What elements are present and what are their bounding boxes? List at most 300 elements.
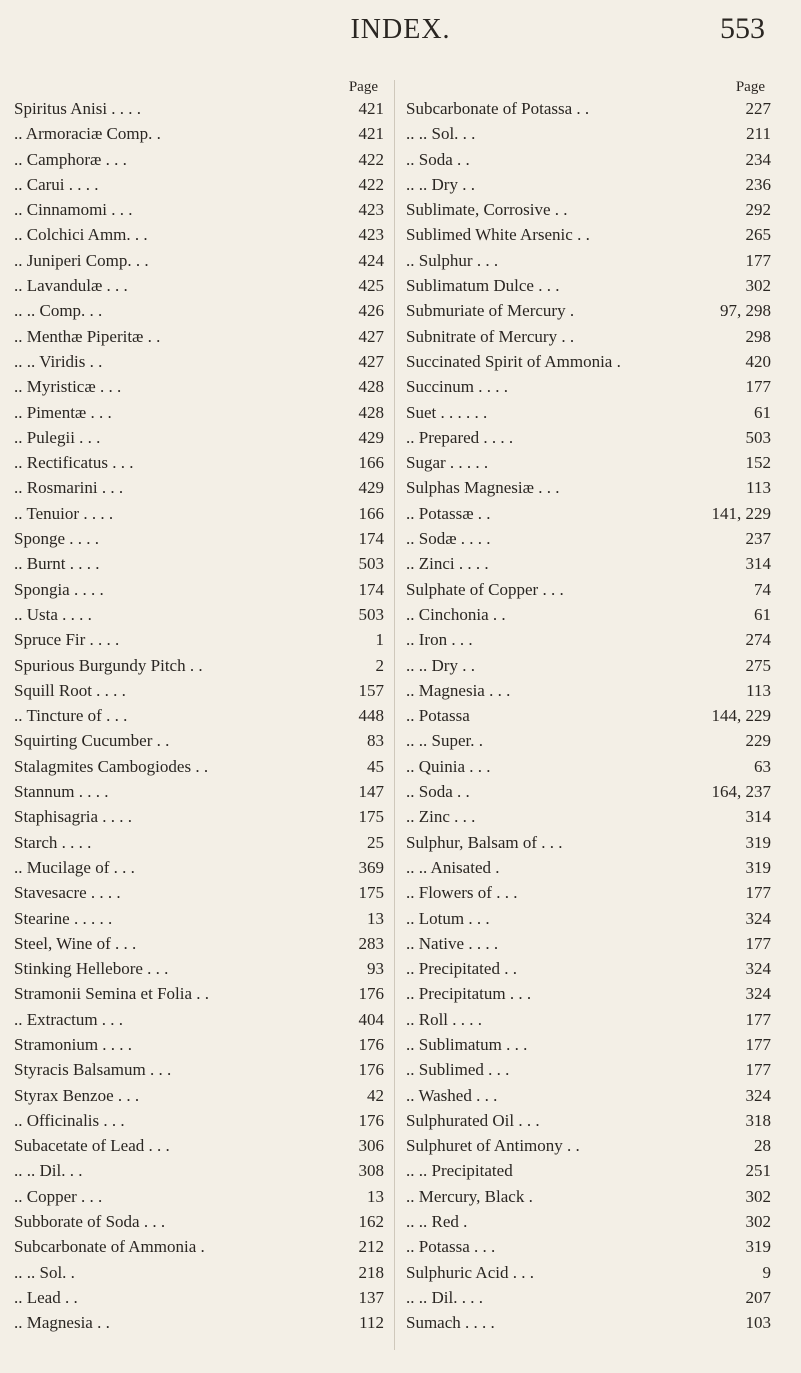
entry-term: Stramonii Semina et Folia . . <box>14 984 210 1004</box>
entry-term: Suet . . . . . . <box>406 402 488 422</box>
entry-term: Succinated Spirit of Ammonia . <box>406 351 621 371</box>
entry-term: Sumach . . . . <box>406 1313 495 1333</box>
entry-page-number: 318 <box>745 1110 771 1130</box>
index-entry <box>14 1032 384 1057</box>
entry-page-number: 251 <box>745 1161 771 1181</box>
entry-page-number: 176 <box>358 1110 384 1130</box>
entry-page-number: 292 <box>745 200 771 220</box>
index-entry <box>14 273 384 298</box>
index-entry <box>14 653 384 678</box>
index-entry <box>406 425 771 450</box>
entry-term: .. Soda . . <box>406 149 470 169</box>
index-entry <box>14 956 384 981</box>
entry-page-number: 103 <box>745 1313 771 1333</box>
entry-page-number: 324 <box>745 1085 771 1105</box>
entry-term: Staphisagria . . . . <box>14 807 133 827</box>
entry-page-number: 141, 229 <box>711 503 771 523</box>
index-entry <box>14 121 384 146</box>
entry-page-number: 166 <box>358 503 384 523</box>
entry-page-number: 369 <box>358 857 384 877</box>
index-entry <box>14 501 384 526</box>
entry-page-number: 404 <box>358 1009 384 1029</box>
index-entry <box>14 1133 384 1158</box>
entry-page-number: 211 <box>746 124 771 144</box>
index-entry <box>14 1209 384 1234</box>
entry-page-number: 425 <box>358 276 384 296</box>
index-entry <box>406 1184 771 1209</box>
left-index-column <box>14 78 384 1336</box>
entry-term: Styrax Benzoe . . . <box>14 1085 140 1105</box>
index-entry <box>406 1285 771 1310</box>
entry-page-number: 74 <box>754 579 771 599</box>
index-entry <box>14 627 384 652</box>
index-entry <box>14 475 384 500</box>
entry-page-number: 166 <box>358 453 384 473</box>
index-entry <box>14 1260 384 1285</box>
index-entry <box>406 400 771 425</box>
index-entry <box>406 501 771 526</box>
entry-page-number: 503 <box>358 604 384 624</box>
entry-term: .. .. Dil. . . <box>14 1161 83 1181</box>
entry-term: .. Iron . . . <box>406 630 473 650</box>
entry-term: Subborate of Soda . . . <box>14 1212 166 1232</box>
entry-page-number: 45 <box>367 756 384 776</box>
entry-page-number: 319 <box>745 857 771 877</box>
index-entry <box>406 475 771 500</box>
entry-term: .. Quinia . . . <box>406 756 491 776</box>
entry-term: .. Colchici Amm. . . <box>14 225 148 245</box>
entry-term: Succinum . . . . <box>406 377 508 397</box>
index-entry <box>14 728 384 753</box>
index-entry <box>14 1184 384 1209</box>
entry-page-number: 428 <box>358 377 384 397</box>
entry-term: Sulphur, Balsam of . . . <box>406 832 563 852</box>
entry-page-number: 157 <box>358 680 384 700</box>
index-entry <box>14 1007 384 1032</box>
entry-term: Sublimed White Arsenic . . <box>406 225 590 245</box>
entry-term: .. Zinc . . . <box>406 807 476 827</box>
index-entry <box>406 627 771 652</box>
entry-term: .. .. Anisated . <box>406 857 500 877</box>
entry-page-number: 503 <box>358 554 384 574</box>
entry-page-number: 174 <box>358 529 384 549</box>
entry-term: Sulphurated Oil . . . <box>406 1110 540 1130</box>
index-entry <box>406 754 771 779</box>
entry-term: Styracis Balsamum . . . <box>14 1060 172 1080</box>
entry-term: Sponge . . . . <box>14 529 99 549</box>
entry-page-number: 324 <box>745 908 771 928</box>
entry-page-number: 218 <box>358 1262 384 1282</box>
entry-term: Spruce Fir . . . . <box>14 630 120 650</box>
index-entry <box>406 526 771 551</box>
entry-page-number: 83 <box>367 731 384 751</box>
index-entry <box>14 349 384 374</box>
entry-term: .. Precipitated . . <box>406 959 517 979</box>
entry-page-number: 236 <box>745 174 771 194</box>
entry-term: .. .. Dry . . <box>406 655 475 675</box>
index-entry <box>406 1310 771 1335</box>
entry-page-number: 13 <box>367 908 384 928</box>
index-entry <box>406 298 771 323</box>
entry-page-number: 314 <box>745 807 771 827</box>
index-entry <box>14 754 384 779</box>
index-entry <box>406 1057 771 1082</box>
index-entry <box>406 349 771 374</box>
entry-term: .. Zinci . . . . <box>406 554 489 574</box>
index-entry <box>14 981 384 1006</box>
entry-page-number: 152 <box>745 453 771 473</box>
index-entry <box>406 855 771 880</box>
index-entry <box>406 96 771 121</box>
index-entry <box>406 931 771 956</box>
entry-page-number: 28 <box>754 1136 771 1156</box>
entry-page-number: 162 <box>358 1212 384 1232</box>
index-entry <box>14 400 384 425</box>
entry-term: .. Native . . . . <box>406 933 499 953</box>
index-entry <box>406 804 771 829</box>
running-title: INDEX. <box>350 14 451 45</box>
index-entry <box>406 324 771 349</box>
entry-term: .. Usta . . . . <box>14 604 92 624</box>
entry-page-number: 177 <box>745 250 771 270</box>
entry-page-number: 422 <box>358 174 384 194</box>
index-entry <box>14 1234 384 1259</box>
entry-term: .. .. Dry . . <box>406 174 475 194</box>
entry-term: .. Magnesia . . . <box>406 680 511 700</box>
index-entry <box>406 981 771 1006</box>
index-entry <box>14 1310 384 1335</box>
right-index-column <box>406 78 771 1336</box>
entry-page-number: 13 <box>367 1186 384 1206</box>
entry-term: .. Mercury, Black . <box>406 1186 533 1206</box>
entry-page-number: 147 <box>358 782 384 802</box>
entry-term: Spongia . . . . <box>14 579 104 599</box>
index-entry <box>406 1083 771 1108</box>
index-entry <box>14 324 384 349</box>
entry-page-number: 175 <box>358 883 384 903</box>
entry-term: .. .. Sol. . <box>14 1262 75 1282</box>
entry-term: .. Cinnamomi . . . <box>14 200 133 220</box>
index-entry <box>406 374 771 399</box>
entry-page-number: 177 <box>745 933 771 953</box>
entry-term: Sugar . . . . . <box>406 453 489 473</box>
entry-term: .. Magnesia . . <box>14 1313 110 1333</box>
entry-page-number: 298 <box>745 326 771 346</box>
entry-term: Stinking Hellebore . . . <box>14 959 169 979</box>
index-entry <box>406 653 771 678</box>
entry-page-number: 2 <box>375 655 384 675</box>
index-entry <box>406 602 771 627</box>
entry-term: Sublimatum Dulce . . . <box>406 276 560 296</box>
index-entry <box>406 1158 771 1183</box>
index-entry <box>406 1133 771 1158</box>
entry-term: .. Carui . . . . <box>14 174 99 194</box>
index-entry <box>14 222 384 247</box>
index-entry <box>14 172 384 197</box>
index-entry <box>14 298 384 323</box>
index-entry <box>406 1108 771 1133</box>
entry-term: Stalagmites Cambogiodes . . <box>14 756 209 776</box>
index-entry <box>406 1032 771 1057</box>
index-entry <box>14 779 384 804</box>
entry-term: .. Potassæ . . <box>406 503 491 523</box>
entry-term: .. Prepared . . . . <box>406 427 514 447</box>
entry-term: Sulphate of Copper . . . <box>406 579 564 599</box>
entry-term: Squill Root . . . . <box>14 680 126 700</box>
index-entry <box>406 121 771 146</box>
entry-page-number: 112 <box>359 1313 384 1333</box>
entry-page-number: 274 <box>745 630 771 650</box>
entry-page-number: 63 <box>754 756 771 776</box>
entry-page-number: 420 <box>745 351 771 371</box>
entry-term: Sulphas Magnesiæ . . . <box>406 478 560 498</box>
entry-term: .. .. Comp. . . <box>14 301 103 321</box>
index-entry <box>14 830 384 855</box>
entry-term: Sulphuric Acid . . . <box>406 1262 534 1282</box>
index-entry <box>406 577 771 602</box>
entry-term: Sulphuret of Antimony . . <box>406 1136 580 1156</box>
index-entry <box>14 374 384 399</box>
entry-term: Stannum . . . . <box>14 782 109 802</box>
entry-page-number: 177 <box>745 377 771 397</box>
entry-page-number: 503 <box>745 427 771 447</box>
entry-page-number: 275 <box>745 655 771 675</box>
entry-term: Spurious Burgundy Pitch . . <box>14 655 203 675</box>
entry-term: .. Pimentæ . . . <box>14 402 112 422</box>
index-entry <box>406 956 771 981</box>
index-entry <box>14 1158 384 1183</box>
index-entry <box>14 526 384 551</box>
entry-page-number: 421 <box>358 99 384 118</box>
entry-term: Sublimate, Corrosive . . <box>406 200 568 220</box>
entry-page-number: 177 <box>745 1034 771 1054</box>
index-entry <box>406 728 771 753</box>
page-number: 553 <box>720 12 765 45</box>
entry-term: Subcarbonate of Ammonia . <box>14 1237 205 1257</box>
entry-page-number: 207 <box>745 1287 771 1307</box>
entry-page-number: 177 <box>745 1060 771 1080</box>
entry-term: Steel, Wine of . . . <box>14 933 137 953</box>
entry-page-number: 319 <box>745 1237 771 1257</box>
entry-term: Starch . . . . <box>14 832 92 852</box>
entry-term: .. Copper . . . <box>14 1186 103 1206</box>
index-entry <box>406 197 771 222</box>
entry-page-number: 302 <box>745 276 771 296</box>
index-entry <box>14 96 384 121</box>
entry-page-number: 1 <box>375 630 384 650</box>
entry-term: .. Mucilage of . . . <box>14 857 135 877</box>
index-entry <box>406 1209 771 1234</box>
index-entry <box>406 880 771 905</box>
entry-term: Squirting Cucumber . . <box>14 731 170 751</box>
index-entry <box>14 931 384 956</box>
entry-page-number: 324 <box>745 959 771 979</box>
entry-term: .. Washed . . . <box>406 1085 498 1105</box>
entry-page-number: 427 <box>358 326 384 346</box>
index-entry <box>14 147 384 172</box>
entry-page-number: 93 <box>367 959 384 979</box>
entry-page-number: 175 <box>358 807 384 827</box>
entry-term: .. Camphoræ . . . <box>14 149 127 169</box>
index-entry <box>14 703 384 728</box>
entry-page-number: 177 <box>745 883 771 903</box>
entry-term: .. Sublimatum . . . <box>406 1034 528 1054</box>
entry-term: .. Precipitatum . . . <box>406 984 532 1004</box>
entry-page-number: 174 <box>358 579 384 599</box>
index-entry <box>406 678 771 703</box>
entry-page-number: 423 <box>358 225 384 245</box>
entry-page-number: 229 <box>745 731 771 751</box>
entry-term: Subacetate of Lead . . . <box>14 1136 170 1156</box>
entry-page-number: 421 <box>358 124 384 144</box>
index-entry <box>14 678 384 703</box>
entry-page-number: 426 <box>358 301 384 321</box>
entry-page-number: 324 <box>745 984 771 1004</box>
entry-term: .. Extractum . . . <box>14 1009 124 1029</box>
index-entry-list <box>14 96 384 1336</box>
entry-term: .. Menthæ Piperitæ . . <box>14 326 161 346</box>
entry-page-number: 429 <box>358 427 384 447</box>
page-column-label: Page <box>348 79 378 95</box>
entry-page-number: 176 <box>358 1060 384 1080</box>
entry-term: .. Sublimed . . . <box>406 1060 510 1080</box>
entry-page-number: 61 <box>754 402 771 422</box>
entry-page-number: 113 <box>746 680 771 700</box>
index-entry <box>406 1234 771 1259</box>
index-entry <box>14 577 384 602</box>
entry-page-number: 314 <box>745 554 771 574</box>
entry-term: .. Rectificatus . . . <box>14 453 134 473</box>
entry-page-number: 212 <box>358 1237 384 1257</box>
index-entry <box>406 779 771 804</box>
entry-term: Spiritus Anisi . . . . <box>14 99 142 118</box>
entry-term: Stearine . . . . . <box>14 908 113 928</box>
entry-term: .. Potassa . . . <box>406 1237 496 1257</box>
entry-page-number: 176 <box>358 1034 384 1054</box>
entry-term: .. .. Precipitated <box>406 1161 513 1181</box>
index-entry <box>14 880 384 905</box>
entry-term: .. Tenuior . . . . <box>14 503 114 523</box>
entry-page-number: 319 <box>745 832 771 852</box>
entry-term: .. Flowers of . . . <box>406 883 518 903</box>
index-entry <box>14 1285 384 1310</box>
entry-term: .. Potassa <box>406 706 470 726</box>
entry-term: .. Burnt . . . . <box>14 554 100 574</box>
entry-term: .. Armoraciæ Comp. . <box>14 124 161 144</box>
entry-term: .. .. Dil. . . . <box>406 1287 483 1307</box>
index-entry <box>14 804 384 829</box>
index-entry <box>14 1057 384 1082</box>
entry-page-number: 423 <box>358 200 384 220</box>
entry-term: .. Soda . . <box>406 782 470 802</box>
entry-term: .. .. Sol. . . <box>406 124 476 144</box>
index-entry <box>406 222 771 247</box>
index-entry <box>14 1108 384 1133</box>
entry-page-number: 137 <box>358 1287 384 1307</box>
entry-term: Submuriate of Mercury . <box>406 301 575 321</box>
entry-page-number: 42 <box>367 1085 384 1105</box>
entry-page-number: 302 <box>745 1212 771 1232</box>
entry-page-number: 429 <box>358 478 384 498</box>
index-entry <box>14 197 384 222</box>
entry-term: .. Sulphur . . . <box>406 250 499 270</box>
index-entry <box>406 172 771 197</box>
entry-page-number: 177 <box>745 1009 771 1029</box>
index-entry <box>406 1260 771 1285</box>
index-entry <box>14 602 384 627</box>
entry-page-number: 427 <box>358 351 384 371</box>
entry-page-number: 308 <box>358 1161 384 1181</box>
index-entry <box>14 1083 384 1108</box>
entry-page-number: 302 <box>745 1186 771 1206</box>
index-entry <box>14 425 384 450</box>
entry-term: .. Lavandulæ . . . <box>14 276 128 296</box>
index-entry <box>406 703 771 728</box>
entry-term: .. Sodæ . . . . <box>406 529 491 549</box>
index-entry <box>14 906 384 931</box>
index-entry-list <box>406 96 771 1336</box>
entry-page-number: 265 <box>745 225 771 245</box>
entry-term: Subcarbonate of Potassa . . <box>406 99 590 118</box>
entry-page-number: 422 <box>358 149 384 169</box>
entry-term: .. Pulegii . . . <box>14 427 101 447</box>
entry-term: .. .. Super. . <box>406 731 483 751</box>
entry-page-number: 234 <box>745 149 771 169</box>
entry-page-number: 448 <box>358 706 384 726</box>
entry-term: .. Lead . . <box>14 1287 78 1307</box>
entry-term: .. Lotum . . . <box>406 908 490 928</box>
entry-page-number: 428 <box>358 402 384 422</box>
entry-page-number: 237 <box>745 529 771 549</box>
entry-term: .. .. Red . <box>406 1212 468 1232</box>
entry-page-number: 25 <box>367 832 384 852</box>
entry-page-number: 9 <box>762 1262 771 1282</box>
index-entry <box>14 855 384 880</box>
index-entry <box>406 273 771 298</box>
entry-term: Stramonium . . . . <box>14 1034 133 1054</box>
entry-term: .. Tincture of . . . <box>14 706 128 726</box>
entry-term: .. Rosmarini . . . <box>14 478 124 498</box>
entry-term: .. Roll . . . . <box>406 1009 483 1029</box>
entry-term: Stavesacre . . . . <box>14 883 121 903</box>
index-entry <box>406 147 771 172</box>
entry-page-number: 176 <box>358 984 384 1004</box>
index-entry <box>406 830 771 855</box>
entry-term: .. Officinalis . . . <box>14 1110 125 1130</box>
entry-page-number: 306 <box>358 1136 384 1156</box>
index-entry <box>406 248 771 273</box>
entry-page-number: 283 <box>358 933 384 953</box>
entry-page-number: 424 <box>358 250 384 270</box>
entry-page-number: 144, 229 <box>711 706 771 726</box>
index-entry <box>406 551 771 576</box>
index-entry <box>14 450 384 475</box>
index-entry <box>14 551 384 576</box>
entry-page-number: 113 <box>746 478 771 498</box>
entry-page-number: 164, 237 <box>711 782 771 802</box>
entry-page-number: 61 <box>754 604 771 624</box>
index-entry <box>406 906 771 931</box>
entry-page-number: 227 <box>745 99 771 118</box>
entry-page-number: 97, 298 <box>720 301 771 321</box>
index-entry <box>406 450 771 475</box>
page-column-label: Page <box>735 79 765 95</box>
entry-term: .. Juniperi Comp. . . <box>14 250 149 270</box>
entry-term: .. Cinchonia . . <box>406 604 506 624</box>
entry-term: Subnitrate of Mercury . . <box>406 326 575 346</box>
index-entry <box>406 1007 771 1032</box>
entry-term: .. .. Viridis . . <box>14 351 103 371</box>
